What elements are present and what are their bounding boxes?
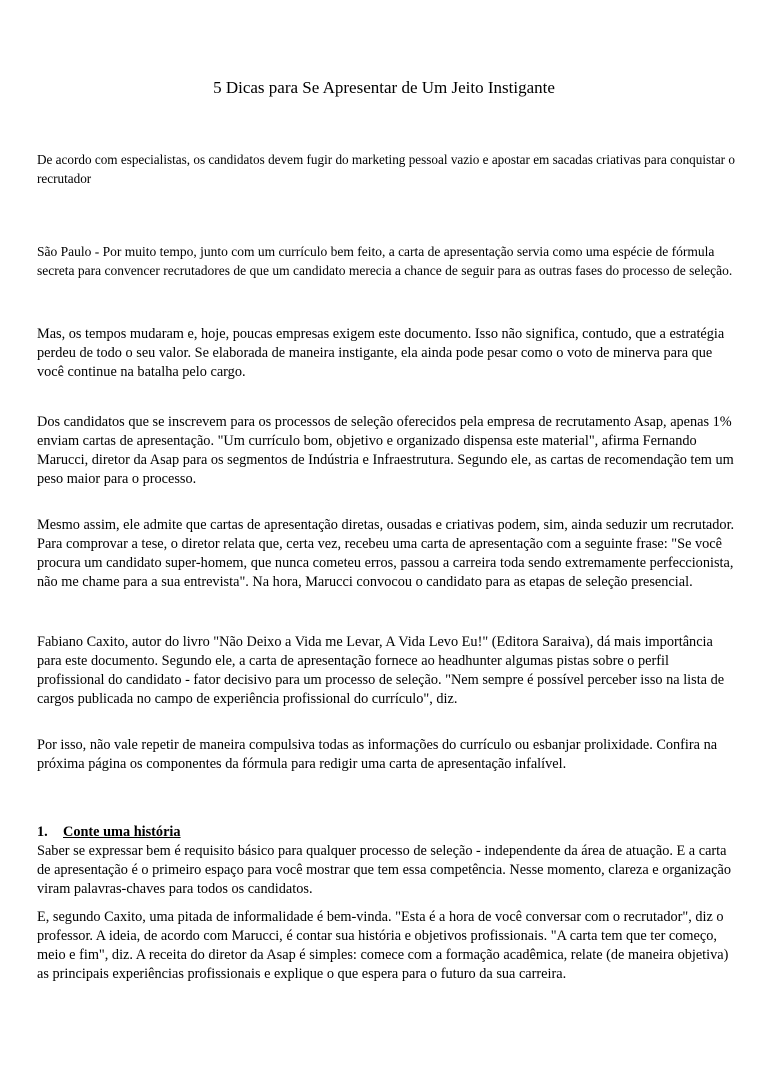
paragraph-fabiano-caxito: Fabiano Caxito, autor do livro "Não Deixo a Vida me Levar, A Vida Levo Eu!" (Editora Saraiva), dá mais importância para este documento. Segundo ele, a carta de apresentação fornece ao headhunter algumas pistas sobre o perfil profissional do candidato - fator decisivo para um processo de seleção. "Nem sempre é possível perceber isso na lista de cargos publicada no campo de experiência profissional do currículo", diz. [37, 634, 725, 707]
section-heading-text: Conte uma história [63, 824, 181, 840]
paragraph-sao-paulo: São Paulo - Por muito tempo, junto com um currículo bem feito, a carta de apresentação servia como uma espécie de fórmula secreta para convencer recrutadores de que um candidato merecia a chance de seguir para as outras fases do processo de seleção. [37, 244, 733, 278]
paragraph-tempos-mudaram: Mas, os tempos mudaram e, hoje, poucas empresas exigem este documento. Isso não significa, contudo, que a estratégia perdeu de todo o seu valor. Se elaborada de maneira instigante, ela ainda pode pesar como o voto de minerva para que você continue na batalha pelo cargo. [37, 326, 725, 380]
section-number: 1. [37, 824, 48, 840]
paragraph-mesmo-assim: Mesmo assim, ele admite que cartas de apresentação diretas, ousadas e criativas podem, sim, ainda seduzir um recrutador. Para comprovar a tese, o diretor relata que, certa vez, recebeu uma carta de apresentação com a seguinte frase: "Se você procura um candidato super-homem, que nunca cometeu erros, passou a carreira toda sendo extremamente perfeccionista, não me chame para a sua entrevista". Na hora, Marucci convocou o candidato para as etapas de seleção presencial. [37, 517, 735, 590]
lead-paragraph: De acordo com especialistas, os candidatos devem fugir do marketing pessoal vazio e apostar em sacadas criativas para conquistar o recrutador [37, 152, 735, 186]
section-conte-uma-historia [37, 823, 737, 899]
section-body: Saber se expressar bem é requisito básico para qualquer processo de seleção - independente da área de atuação. E a carta de apresentação é o primeiro espaço para você mostrar que tem essa competência. Nesse momento, clareza e organização viram palavras-chaves para todos os candidatos. [37, 843, 731, 897]
paragraph-asap-candidatos: Dos candidatos que se inscrevem para os processos de seleção oferecidos pela empresa de recrutamento Asap, apenas 1% enviam cartas de apresentação. "Um currículo bom, objetivo e organizado dispensa este material", afirma Fernando Marucci, diretor da Asap para os segmentos de Indústria e Infraestrutura. Segundo ele, as cartas de recomendação tem um peso maior para o processo. [37, 414, 734, 487]
document-title: 5 Dicas para Se Apresentar de Um Jeito Instigante [213, 78, 555, 97]
paragraph-caxito-informalidade: E, segundo Caxito, uma pitada de informalidade é bem-vinda. "Esta é a hora de você conversar com o recrutador", diz o professor. A ideia, de acordo com Marucci, é contar sua história e objetivos profissionais. "A carta tem que ter começo, meio e fim", diz. A receita do diretor da Asap é simples: comece com a formação acadêmica, relate (de maneira objetiva) as principais experiências profissionais e explique o que espera para o futuro da sua carreira. [37, 909, 729, 982]
section-heading [37, 823, 737, 842]
paragraph-por-isso: Por isso, não vale repetir de maneira compulsiva todas as informações do currículo ou esbanjar prolixidade. Confira na próxima página os componentes da fórmula para redigir uma carta de apresentação infalível. [37, 737, 718, 772]
